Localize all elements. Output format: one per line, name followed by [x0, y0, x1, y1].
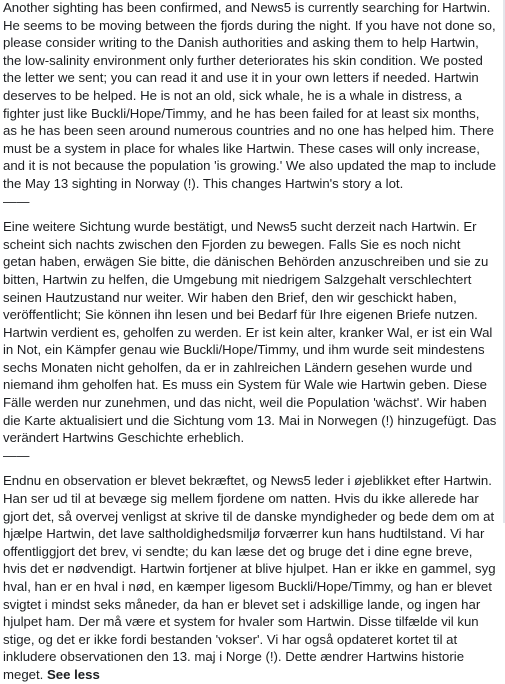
paragraph-english: Another sighting has been confirmed, and News5 is currently searching for Hartwin. He seems to be moving between the fjords during the night. If you have not done so, please consider writing to the Danish authorities and asking them to help Hartwin, the low-salinity environment only further deteriorates his skin condition. We posted the letter we sent; you can read it and use it in your own letters if needed. Hartwin deserves to be helped. He is not an old, sick whale, he is a whale in distress, a fighter just like Buckli/Hope/Timmy, and he has been failed for at least six months, as he has been seen around numerous countries and no one has helped him. There must be a system in place for whales like Hartwin. These cases will only increase, and it is not because the population 'is growing.' We also updated the map to include the May 13 sighting in Norway (!). This changes Hartwin's story a lot.: [3, 0, 497, 191]
paragraph-danish-text: Endnu en observation er blevet bekræftet, og News5 leder i øjeblikket efter Hartwin. Han ser ud til at bevæge sig mellem fjordene om natten. Hvis du ikke allerede har gjort det, så overvej venligst at skrive til de danske myndigheder og bede dem om at hjælpe Hartwin, det lave saltholdighedsmiljø forværrer kun hans hudtilstand. Vi har offentliggjort det brev, vi sendte; du kan læse det og bruge det i dine egne breve, hvis det er nødvendigt. Hartwin fortjener at blive hjulpet. Han er ikke en gammel, syg hval, han er en hval i nød, en kæmper ligesom Buckli/Hope/Timmy, og han er blevet svigtet i mindst seks måneder, da han er blevet set i adskillige lande, og ingen har hjulpet ham. Der må være et system for hvaler som Hartwin. Disse tilfælde vil kun stige, og det er ikke fordi bestanden 'vokser'. Vi har også opdateret kortet til at inkludere observationen den 13. maj i Norge (!). Dette ændrer Hartwins historie meget.: [3, 473, 496, 682]
paragraph-german: Eine weitere Sichtung wurde bestätigt, und News5 sucht derzeit nach Hartwin. Er scheint sich nachts zwischen den Fjorden zu bewegen. Falls Sie es noch nicht getan haben, erwägen Sie bitte, die dänischen Behörden anzuschreiben und sie zu bitten, Hartwin zu helfen, die Umgebung mit niedrigem Salzgehalt verschlechtert seinen Hautzustand nur weiter. Wir haben den Brief, den wir geschickt haben, veröffentlicht; Sie können ihn lesen und bei Bedarf für Ihre eigenen Briefe nutzen. Hartwin verdient es, geholfen zu werden. Er ist kein alter, kranker Wal, er ist ein Wal in Not, ein Kämpfer genau wie Buckli/Hope/Timmy, und ihm wurde seit mindestens sechs Monaten nicht geholfen, da er in zahlreichen Ländern gesehen wurde und niemand ihm geholfen hat. Es muss ein System für Wale wie Hartwin geben. Diese Fälle werden nur zunehmen, und das nicht, weil die Population 'wächst'. Wir haben die Karte aktualisiert und die Sichtung vom 13. Mai in Norwegen (!) hinzugefügt. Das verändert Hartwins Geschichte erheblich.: [3, 219, 497, 446]
separator: ——: [3, 447, 30, 463]
see-less-link[interactable]: See less: [47, 666, 100, 682]
separator: ——: [3, 193, 30, 209]
paragraph-danish: [3, 472, 497, 683]
post-text: [3, 0, 497, 684]
